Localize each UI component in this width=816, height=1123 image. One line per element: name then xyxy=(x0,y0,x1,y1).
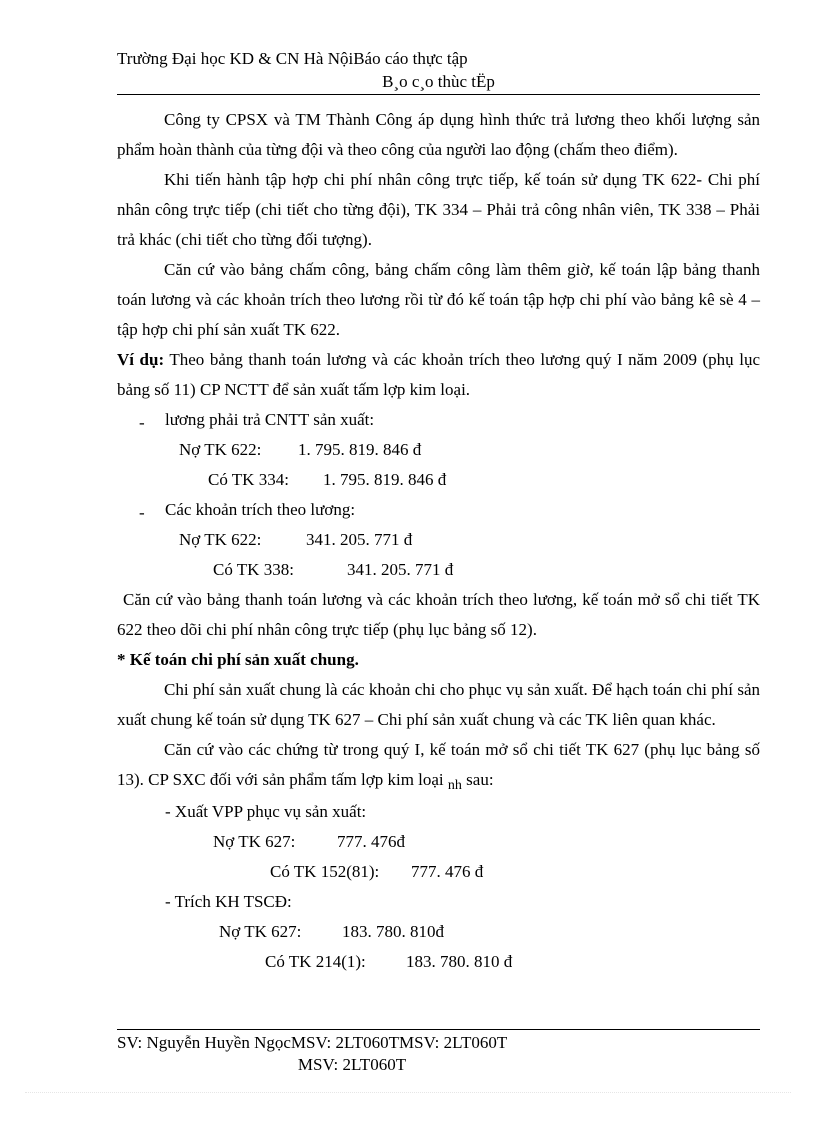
entry-debit xyxy=(117,827,760,857)
entry-label: Nợ TK 627: xyxy=(219,922,302,941)
entry-label: Có TK 152(81): xyxy=(270,862,380,881)
item-title: Các khoản trích theo lương: xyxy=(165,500,356,519)
paragraph-salary-method: Công ty CPSX và TM Thành Công áp dụng hình thức trả lương theo khối lượng sản phẩm hoàn thành của từng đội và theo công của người lao động (chấm theo điểm). xyxy=(117,110,760,159)
entry-label: Có TK 214(1): xyxy=(265,952,366,971)
footer-line-1: SV: Nguyễn Huyền NgọcMSV: 2LT060TMSV: 2LT060T xyxy=(117,1033,508,1052)
item-title: lương phải trả CNTT sản xuất: xyxy=(165,410,375,429)
entry-credit xyxy=(117,555,760,585)
paragraph-basis: Căn cứ vào bảng chấm công, bảng chấm công làm thêm giờ, kế toán lập bảng thanh toán lương và các khoản trích theo lương rồi từ đó kế toán tập hợp chi phí vào bảng kê sè 4 – tập hợp chi phí sản xuất TK 622. xyxy=(117,260,760,339)
item-title: - Xuất VPP phục vụ sản xuất: xyxy=(165,802,367,821)
bullet-mark: - xyxy=(139,503,145,522)
entry-amount: 1. 795. 819. 846 đ xyxy=(323,470,447,489)
header-rule xyxy=(117,94,760,95)
paragraph-overhead-basis xyxy=(117,735,760,797)
entry-amount: 1. 795. 819. 846 đ xyxy=(298,440,422,459)
entry-credit xyxy=(117,947,760,977)
paragraph-example xyxy=(117,345,760,405)
entry-credit xyxy=(117,857,760,887)
entry-debit xyxy=(117,917,760,947)
entry-credit xyxy=(117,465,760,495)
list-item-deductions xyxy=(117,495,760,525)
entry-amount: 341. 205. 771 đ xyxy=(347,560,454,579)
example-label: Ví dụ: xyxy=(117,350,165,369)
paragraph-overhead: Chi phí sản xuất chung là các khoản chi cho phục vụ sản xuất. Để hạch toán chi phí sản xuất chung kế toán sử dụng TK 627 – Chi phí sản xuất chung và các TK liên quan khác. xyxy=(117,680,760,729)
header-line-1: Trường Đại học KD & CN Hà NộiBáo cáo thực tập xyxy=(117,49,468,68)
entry-debit xyxy=(117,525,760,555)
document-body xyxy=(117,105,760,977)
entry-amount: 183. 780. 810đ xyxy=(342,922,444,941)
entry-label: Có TK 334: xyxy=(208,470,289,489)
entry-amount: 777. 476 đ xyxy=(411,862,484,881)
paragraph-ledger: Căn cứ vào bảng thanh toán lương và các khoản trích theo lương, kế toán mở sổ chi tiết TK 622 theo dõi chi phí nhân công trực tiếp (phụ lục bảng số 12). xyxy=(117,590,760,639)
footer-line-2: MSV: 2LT060T xyxy=(297,1055,407,1074)
header-line-2: B¸o c¸o thùc tËp xyxy=(382,72,495,91)
list-item-depreciation xyxy=(117,887,760,917)
entry-label: Nợ TK 622: xyxy=(179,530,262,549)
paragraph-text: Căn cứ vào các chứng từ trong quý I, kế toán mở sổ chi tiết TK 627 (phụ lục bảng số 13). CP SXC đối với sản phẩm tấm lợp kim loại xyxy=(117,740,760,789)
entry-amount: 777. 476đ xyxy=(337,832,405,851)
list-item-stationery xyxy=(117,797,760,827)
entry-label: Có TK 338: xyxy=(213,560,294,579)
section-heading-text: * Kế toán chi phí sản xuất chung. xyxy=(117,650,359,669)
entry-amount: 341. 205. 771 đ xyxy=(306,530,413,549)
bullet-mark: - xyxy=(139,413,145,432)
list-item-wages xyxy=(117,405,760,435)
item-title: - Trích KH TSCĐ: xyxy=(165,892,292,911)
example-text: Theo bảng thanh toán lương và các khoản trích theo lương quý I năm 2009 (phụ lục bảng số 11) CP NCTT để sản xuất tấm lợp kim loại. xyxy=(117,350,760,399)
paragraph-text: sau: xyxy=(461,770,494,789)
subscript-text: nh xyxy=(447,778,462,793)
paragraph-accounts-used: Khi tiến hành tập hợp chi phí nhân công trực tiếp, kế toán sử dụng TK 622- Chi phí nhân công trực tiếp (chi tiết cho từng đội), TK 334 – Phải trả công nhân viên, TK 338 – Phải trả khác (chi tiết cho từng đối tượng). xyxy=(117,170,760,249)
page-bottom-dotted-line xyxy=(25,1092,791,1093)
entry-debit xyxy=(117,435,760,465)
entry-amount: 183. 780. 810 đ xyxy=(406,952,513,971)
entry-label: Nợ TK 627: xyxy=(213,832,296,851)
footer-rule xyxy=(117,1029,760,1030)
entry-label: Nợ TK 622: xyxy=(179,440,262,459)
section-heading xyxy=(117,645,760,675)
